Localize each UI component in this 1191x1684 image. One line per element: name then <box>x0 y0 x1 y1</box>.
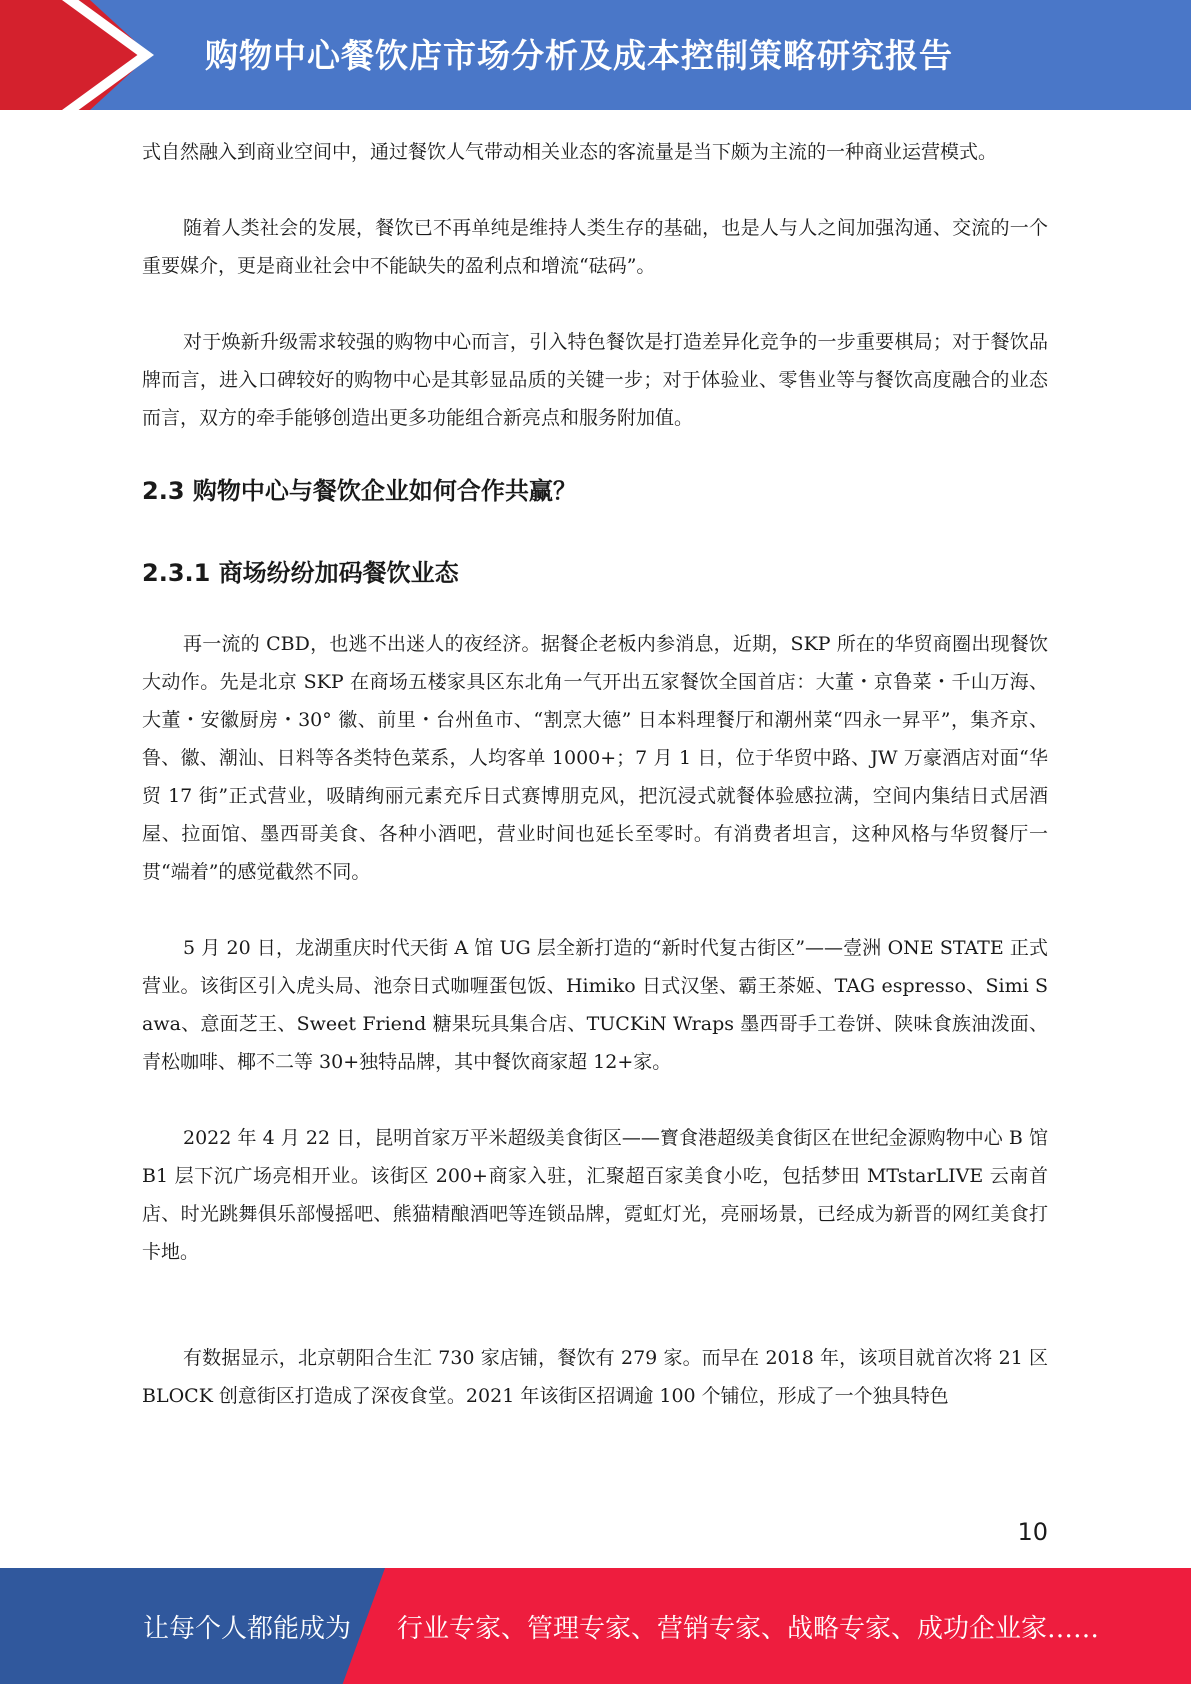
paragraph: 有数据显示，北京朝阳合生汇 730 家店铺，餐饮有 279 家。而早在 2018 年，该项目就首次将 21 区 BLOCK 创意街区打造成了深夜食堂。2021 年该街区招调逾 100 个铺位，形成了一个独具特色 <box>142 1347 1048 1407</box>
paragraph: 对于焕新升级需求较强的购物中心而言，引入特色餐饮是打造差异化竞争的一步重要棋局；对于餐饮品牌而言，进入口碑较好的购物中心是其彰显品质的关键一步；对于体验业、零售业等与餐饮高度融合的业态而言，双方的牵手能够创造出更多功能组合新亮点和服务附加值。 <box>142 331 1048 429</box>
page-content <box>142 133 1048 1453</box>
paragraph: 再一流的 CBD，也逃不出迷人的夜经济。据餐企老板内参消息，近期，SKP 所在的华贸商圈出现餐饮大动作。先是北京 SKP 在商场五楼家具区东北角一气开出五家餐饮全国首店：大董・京鲁菜・千山万海、大董・安徽厨房・30° 徽、前里・台州鱼市、“割烹大德” 日本料理餐厅和潮州菜“四永一昇平”，集齐京、鲁、徽、潮汕、日料等各类特色菜系，人均客单 1000+；7 月 1 日，位于华贸中路、JW 万豪酒店对面“华贸 17 街”正式营业，吸睛绚丽元素充斥日式赛博朋克风，把沉浸式就餐体验感拉满，空间内集结日式居酒屋、拉面馆、墨西哥美食、各种小酒吧，营业时间也延长至零时。有消费者坦言，这种风格与华贸餐厅一贯“端着”的感觉截然不同。 <box>142 633 1048 883</box>
page-number: 10 <box>1017 1518 1048 1546</box>
paragraph-continuation: 式自然融入到商业空间中，通过餐饮人气带动相关业态的客流量是当下颇为主流的一种商业运营模式。 <box>142 141 998 163</box>
section-heading: 2.3 购物中心与餐饮企业如何合作共赢？ <box>142 477 577 505</box>
page-header <box>0 0 1191 110</box>
footer-slogan-left: 让每个人都能成为 <box>143 1614 352 1644</box>
paragraph: 随着人类社会的发展，餐饮已不再单纯是维持人类生存的基础，也是人与人之间加强沟通、交流的一个重要媒介，更是商业社会中不能缺失的盈利点和增流“砝码”。 <box>142 217 1048 277</box>
page-footer <box>0 1568 1191 1684</box>
subsection-heading: 2.3.1 商场纷纷加码餐饮业态 <box>142 559 459 587</box>
spacer <box>142 1309 1048 1339</box>
header-red-chevron <box>0 0 150 110</box>
footer-slogan-right: 行业专家、管理专家、营销专家、战略专家、成功企业家…… <box>397 1614 1100 1644</box>
paragraph: 2022 年 4 月 22 日，昆明首家万平米超级美食街区——寳食港超级美食街区在世纪金源购物中心 B 馆 B1 层下沉广场亮相开业。该街区 200+商家入驻，汇聚超百家美食小吃，包括梦田 MTstarLIVE 云南首店、时光跳舞俱乐部慢摇吧、熊猫精酿酒吧等连锁品牌，霓虹灯光，亮丽场景，已经成为新晋的网红美食打卡地。 <box>142 1127 1048 1263</box>
report-title: 购物中心餐饮店市场分析及成本控制策略研究报告 <box>205 36 953 75</box>
paragraph: 5 月 20 日，龙湖重庆时代天街 A 馆 UG 层全新打造的“新时代复古街区”——壹洲 ONE STATE 正式营业。该街区引入虎头局、池奈日式咖喱蛋包饭、Himiko 日式汉堡、霸王茶姬、TAG espresso、Simi Sawa、意面芝王、Sweet Friend 糖果玩具集合店、TUCKiN Wraps 墨西哥手工卷饼、陕味食族油泼面、青松咖啡、椰不二等 30+独特品牌，其中餐饮商家超 12+家。 <box>142 937 1048 1073</box>
